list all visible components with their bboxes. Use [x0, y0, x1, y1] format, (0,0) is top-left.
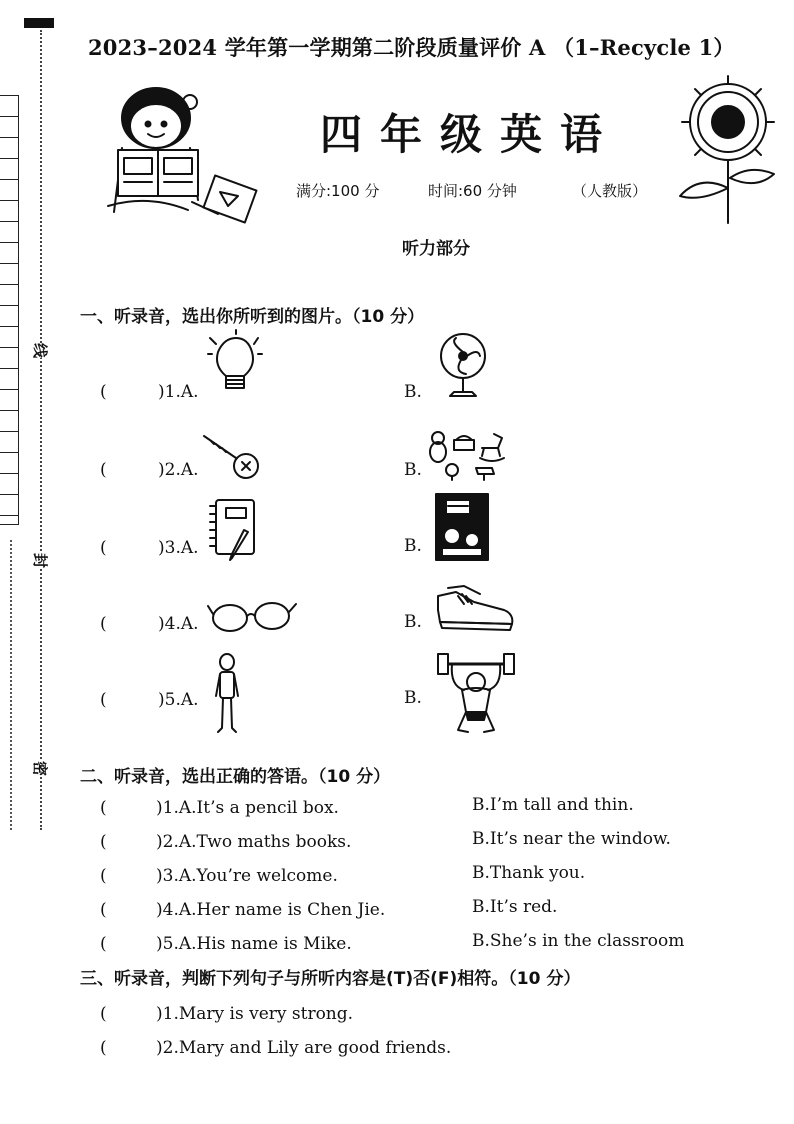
binding-line-outer	[10, 540, 12, 830]
option-b-text: B.It’s near the window.	[472, 829, 671, 849]
fan-icon	[436, 332, 491, 400]
sunflower-icon	[670, 78, 785, 228]
option-a-text: )2.A.Two maths books.	[156, 832, 352, 852]
statement-text: )2.Mary and Lily are good friends.	[156, 1038, 452, 1058]
main-title: 四年级英语	[320, 110, 621, 159]
answer-paren[interactable]: (	[100, 460, 107, 480]
shoes-icon	[434, 584, 518, 636]
option-b-label: B.	[404, 382, 422, 402]
option-a-text: )3.A.You’re welcome.	[156, 866, 338, 886]
binding-line	[40, 30, 42, 830]
answer-paren[interactable]: (	[100, 934, 107, 954]
answer-paren[interactable]: (	[100, 866, 107, 886]
edition: （人教版）	[572, 182, 648, 200]
notebook-icon	[210, 496, 260, 562]
strong-man-icon	[436, 652, 516, 734]
option-b-label: B.	[404, 688, 422, 708]
info-grid	[0, 95, 19, 525]
reading-girl-icon	[108, 82, 268, 222]
part-title: 听力部分	[402, 239, 470, 259]
option-a-text: )4.A.Her name is Chen Jie.	[156, 900, 386, 920]
question-number: )2.A.	[158, 460, 199, 480]
lightbulb-icon	[208, 332, 263, 394]
section1-heading: 一、听录音，选出你所听到的图片。（10 分）	[80, 307, 425, 327]
answer-paren[interactable]: (	[100, 614, 107, 634]
answer-paren[interactable]: (	[100, 798, 107, 818]
question-number: )3.A.	[158, 538, 199, 558]
option-b-text: B.I’m tall and thin.	[472, 795, 634, 815]
option-a-text: )1.A.It’s a pencil box.	[156, 798, 339, 818]
toys-icon	[428, 430, 506, 482]
option-b-label: B.	[404, 460, 422, 480]
option-b-text: B.She’s in the classroom	[472, 931, 685, 951]
section3-heading: 三、听录音，判断下列句子与所听内容是(T)否(F)相符。（10 分）	[80, 969, 581, 989]
answer-paren[interactable]: (	[100, 538, 107, 558]
binding-char-line: 线	[31, 342, 50, 359]
option-a-text: )5.A.His name is Mike.	[156, 934, 352, 954]
question-number: )1.A.	[158, 382, 199, 402]
statement-text: )1.Mary is very strong.	[156, 1004, 354, 1024]
section2-heading: 二、听录音，选出正确的答语。（10 分）	[80, 767, 391, 787]
answer-paren[interactable]: (	[100, 382, 107, 402]
option-b-text: B.It’s red.	[472, 897, 558, 917]
question-number: )5.A.	[158, 690, 199, 710]
option-b-label: B.	[404, 536, 422, 556]
binding-char-secret: 密	[31, 760, 50, 777]
glasses-icon	[208, 596, 298, 636]
binding-char-seal: 封	[31, 552, 50, 569]
answer-paren[interactable]: (	[100, 1004, 107, 1024]
answer-paren[interactable]: (	[100, 900, 107, 920]
thin-man-icon	[212, 652, 242, 734]
option-b-text: B.Thank you.	[472, 863, 586, 883]
corner-mark	[24, 18, 54, 28]
question-number: )4.A.	[158, 614, 199, 634]
full-score: 满分:100 分	[296, 182, 380, 200]
storybook-icon	[434, 492, 492, 562]
answer-paren[interactable]: (	[100, 690, 107, 710]
key-icon	[202, 430, 262, 478]
exam-title: 2023–2024 学年第一学期第二阶段质量评价 A （1–Recycle 1）	[88, 35, 735, 60]
answer-paren[interactable]: (	[100, 1038, 107, 1058]
exam-time: 时间:60 分钟	[428, 182, 517, 200]
answer-paren[interactable]: (	[100, 832, 107, 852]
option-b-label: B.	[404, 612, 422, 632]
